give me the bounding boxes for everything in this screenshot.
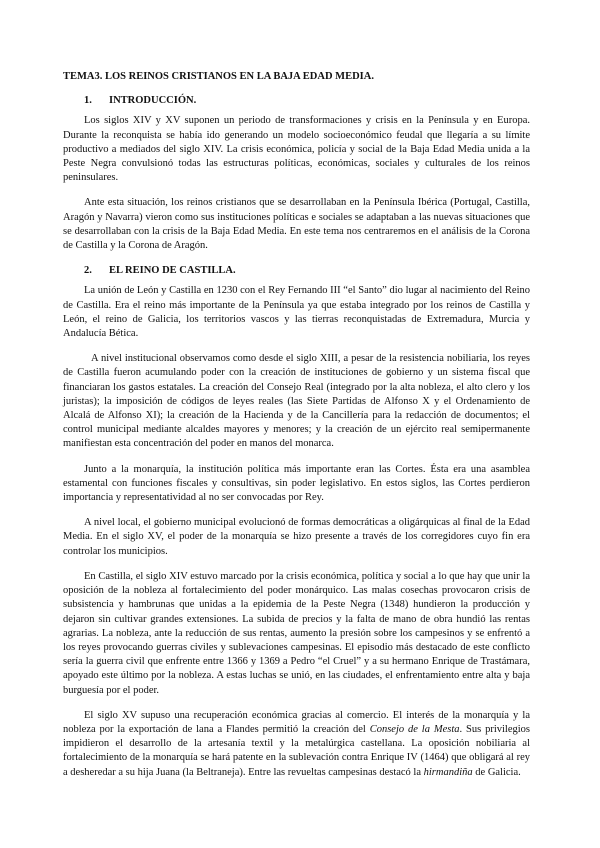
section-number: 2. [84,265,92,277]
text-run: El siglo XV supuso una recuperación económica gracias al comercio. El interés de la monarquía y la nobleza por la exportación de lana a Flandes permitió la creación del [63,709,530,735]
section-number: 1. [84,95,92,107]
section-heading-reino-de-castilla [63,264,530,278]
paragraph: A nivel local, el gobierno municipal evolucionó de formas democráticas a oligárquicas al final de la Edad Media. En el siglo XV, el poder de la monarquía se hizo presente a través de los corregidores cuyo fin era controlar los municipios. [63,517,530,557]
section-title: EL REINO DE CASTILLA. [109,265,236,277]
paragraph: La unión de León y Castilla en 1230 con el Rey Fernando III “el Santo” dio lugar al nacimiento del Reino de Castilla. Era el reino más importante de la Península ya que estaba integrado por los reinos de Castilla y León, el reino de Galicia, los territorios vascos y las tierras reconquistadas de Extremadura, Murcia y Andalucía Bética. [63,285,530,340]
paragraph: Ante esta situación, los reinos cristianos que se desarrollaban en la Península Ibérica (Portugal, Castilla, Aragón y Navarra) vieron como sus instituciones políticas e sociales se adaptaban a las nuevas situaciones que se desarrollaban con la crisis de la Baja Edad Media. En este tema nos centraremos en el análisis de la Corona de Castilla y la Corona de Aragón. [63,197,530,252]
paragraph: Junto a la monarquía, la institución política más importante eran las Cortes. Ésta era una asamblea estamental con funciones fiscales y consultivas, sin poder legislativo. En estos siglos, las Cortes perdieron importancia y representatividad al no ser convocadas por Rey. [63,463,530,504]
document-page [63,70,530,791]
italic-term: hirmandiña [423,766,473,778]
document-title: TEMA3. LOS REINOS CRISTIANOS EN LA BAJA EDAD MEDIA. [63,71,374,82]
italic-term: Consejo de la Mesta [369,723,460,735]
text-run: de Galicia. [472,766,521,778]
paragraph: A nivel institucional observamos como desde el siglo XIII, a pesar de la resistencia nobiliaria, los reyes de Castilla fueron acumulando poder con la creación de instituciones de gobierno y un sistema fiscal que financiaran los gastos estatales. La creación del Consejo Real (integrado por la alta nobleza, el alto clero y los juristas); la imposición de códigos de leyes reales (las Siete Partidas de Alfonso X y el Ordenamiento de Alcalá de Alfonso XI); la creación de la Hacienda y de la Cancillería para la redacción de documentos; el control municipal mediante alcaldes mayores y menores; y la creación de un ejército real semipermanente manifiestan esta concentración del poder en manos del monarca. [63,353,530,450]
paragraph-final [63,709,530,780]
section-title: INTRODUCCIÓN. [109,95,197,107]
paragraph: Los siglos XIV y XV suponen un periodo de transformaciones y crisis en la Península y en Europa. Durante la reconquista se había ido generando un modelo socioeconómico feudal que llegaría a su límite productivo a mediados del siglo XIV. La crisis económica, policía y social de la Baja Edad Media unida a la Peste Negra convulsionó todas las estructuras políticas, económicas, sociales y culturales de los reinos peninsulares. [63,115,530,184]
section-heading-introduccion [63,94,530,108]
text-run: . Sus privilegios impidieron el desarrollo de la artesanía textil y la metalúrgica castellana. La oposición nobiliaria al fortalecimiento de la monarquía se hará patente en la sublevación contra Enrique IV (1464) que obligará al rey a desheredar a su hija Juana (la Beltraneja). Entre las revueltas campesinas destacó la [63,723,531,778]
paragraph: En Castilla, el siglo XIV estuvo marcado por la crisis económica, política y social a lo que hay que unir la oposición de la nobleza al fortalecimiento del poder monárquico. Las malas cosechas provocaron crisis de subsistencia y hambrunas que unidas a la epidemia de la Peste Negra (1348) hundieron la producción y dejaron sin cultivar grandes extensiones. La subida de precios y la falta de mano de obra hundió las rentas agrarias. La nobleza, ante la reducción de sus rentas, aumento la presión sobre los campesinos y se enfrentó a los reyes provocando guerras civiles y sublevaciones campesinas. El episodio más destacado de este conflicto sería la guerra civil que enfrente entre 1366 y 1369 a Pedro “el Cruel” y a su hermano Enrique de Trastámara, apoyado este último por la nobleza. A estas luchas se unió, en las ciudades, el enfrentamiento entre alta y baja burguesía por el poder. [63,570,530,696]
